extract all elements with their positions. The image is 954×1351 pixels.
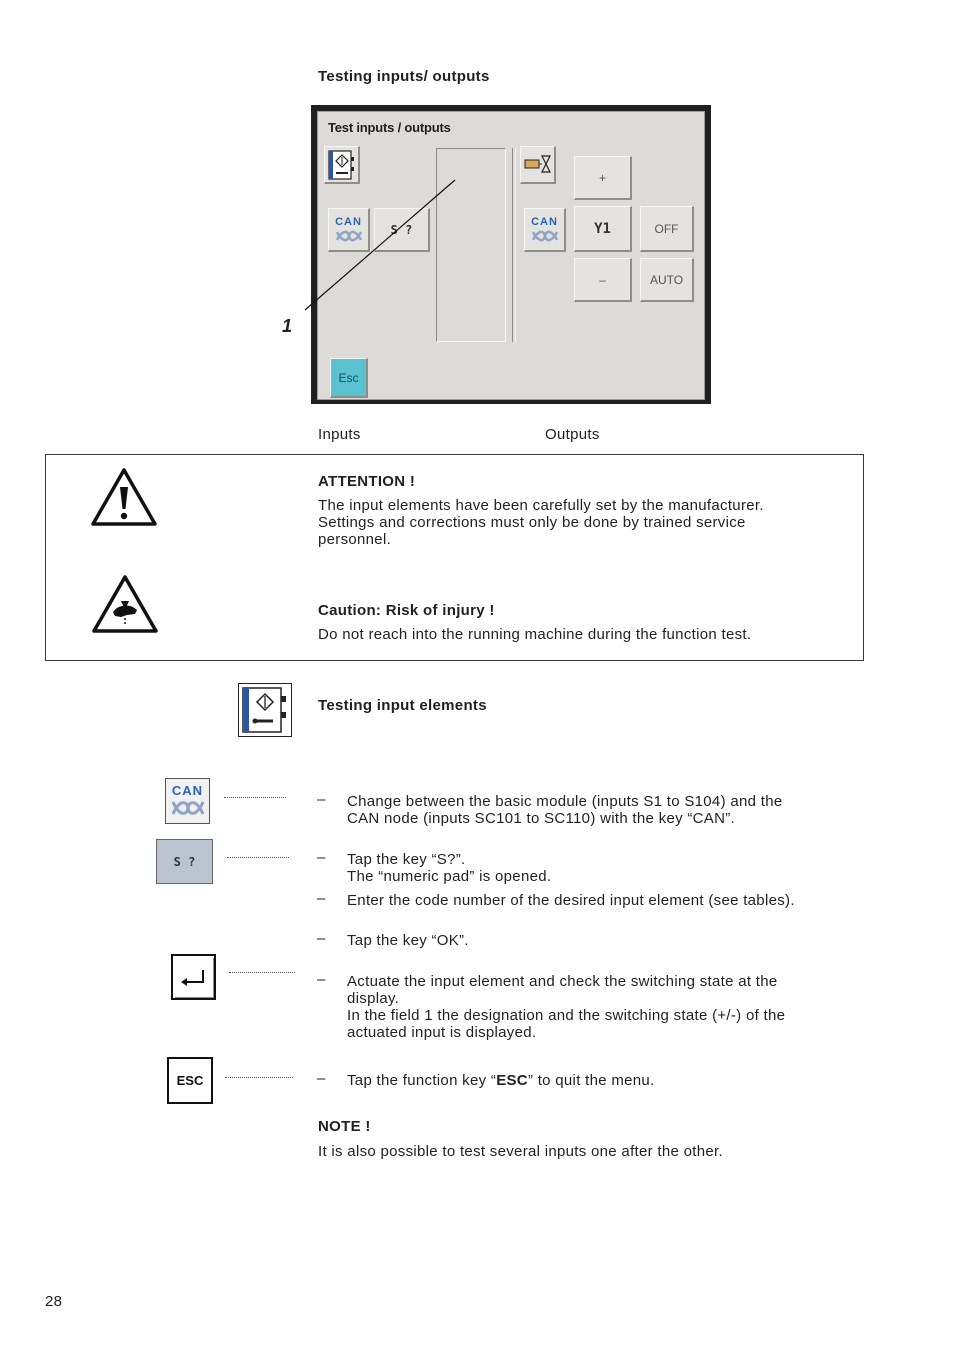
- note-text: It is also possible to test several inputs one after the other.: [318, 1143, 723, 1160]
- step-dash: –: [317, 890, 326, 907]
- step-dash: –: [317, 791, 326, 808]
- output-divider: [512, 148, 516, 342]
- can-label: CAN: [531, 215, 558, 228]
- callout-number: 1: [282, 316, 293, 336]
- esc-key: ESC: [167, 1057, 213, 1104]
- section-title: Testing inputs/ outputs: [318, 68, 490, 85]
- can-key: [165, 778, 210, 824]
- minus-button[interactable]: –: [574, 258, 632, 302]
- step-dash: –: [317, 971, 326, 988]
- step-5-line-1: Actuate the input element and check the switching state at the: [347, 973, 778, 990]
- callout-leader-line: [300, 175, 460, 315]
- leader-dots: [227, 857, 289, 858]
- step-6: [347, 1072, 655, 1089]
- attention-heading: ATTENTION !: [318, 473, 416, 490]
- step-5-line-3: In the field 1 the designation and the switching state (+/-) of the: [347, 1007, 786, 1024]
- page-number: 28: [45, 1293, 63, 1310]
- step-5-line-4: actuated input is displayed.: [347, 1024, 537, 1041]
- step-6-post: ” to quit the menu.: [527, 1072, 655, 1089]
- step-dash: –: [317, 930, 326, 947]
- esc-button-screen[interactable]: Esc: [330, 358, 368, 398]
- attention-warning-icon: [90, 467, 158, 527]
- off-button[interactable]: OFF: [640, 206, 694, 252]
- step-3: Enter the code number of the desired input element (see tables).: [347, 892, 795, 909]
- network-knot-icon: [170, 798, 206, 818]
- hand-injury-warning-icon: [91, 574, 159, 634]
- step-2-line-1: Tap the key “S?”.: [347, 851, 466, 868]
- enter-key: [171, 954, 216, 1000]
- step-dash: –: [317, 1070, 326, 1087]
- input-elements-key: [238, 683, 292, 737]
- caution-heading: Caution: Risk of injury !: [318, 602, 495, 619]
- network-knot-icon: [530, 228, 560, 244]
- caption-inputs: Inputs: [318, 426, 361, 443]
- s-query-key: S ?: [156, 839, 213, 884]
- attention-line-2: Settings and corrections must only be done by trained service: [318, 514, 746, 531]
- note-heading: NOTE !: [318, 1118, 371, 1135]
- screen-title: Test inputs / outputs: [328, 120, 451, 135]
- step-6-pre: Tap the function key “: [347, 1072, 497, 1089]
- step-1-line-2: CAN node (inputs SC101 to SC110) with the key “CAN”.: [347, 810, 735, 827]
- attention-line-1: The input elements have been carefully set by the manufacturer.: [318, 497, 764, 514]
- can-label: CAN: [171, 783, 204, 798]
- step-2-line-2: The “numeric pad” is opened.: [347, 868, 552, 885]
- valve-output-icon: [523, 152, 553, 178]
- caption-outputs: Outputs: [545, 426, 600, 443]
- input-sensor-icon: [239, 684, 291, 736]
- step-5-line-2: display.: [347, 990, 400, 1007]
- step-dash: –: [317, 849, 326, 866]
- output-elements-button[interactable]: [520, 146, 556, 184]
- can-button-outputs[interactable]: [524, 208, 566, 252]
- can-label: CAN: [335, 215, 362, 228]
- testing-input-heading: Testing input elements: [318, 697, 487, 714]
- caution-text: Do not reach into the running machine during the function test.: [318, 626, 752, 643]
- attention-line-3: personnel.: [318, 531, 392, 548]
- auto-button[interactable]: AUTO: [640, 258, 694, 302]
- plus-button[interactable]: +: [574, 156, 632, 200]
- step-6-esc: ESC: [496, 1072, 528, 1089]
- step-1-line-1: Change between the basic module (inputs S1 to S104) and the: [347, 793, 783, 810]
- step-4: Tap the key “OK”.: [347, 932, 469, 949]
- s-query-button[interactable]: S ?: [374, 208, 430, 252]
- output-y1-button[interactable]: Y1: [574, 206, 632, 252]
- leader-dots: [224, 797, 286, 798]
- enter-arrow-icon: [173, 956, 214, 998]
- leader-dots: [229, 972, 295, 973]
- leader-dots: [225, 1077, 293, 1078]
